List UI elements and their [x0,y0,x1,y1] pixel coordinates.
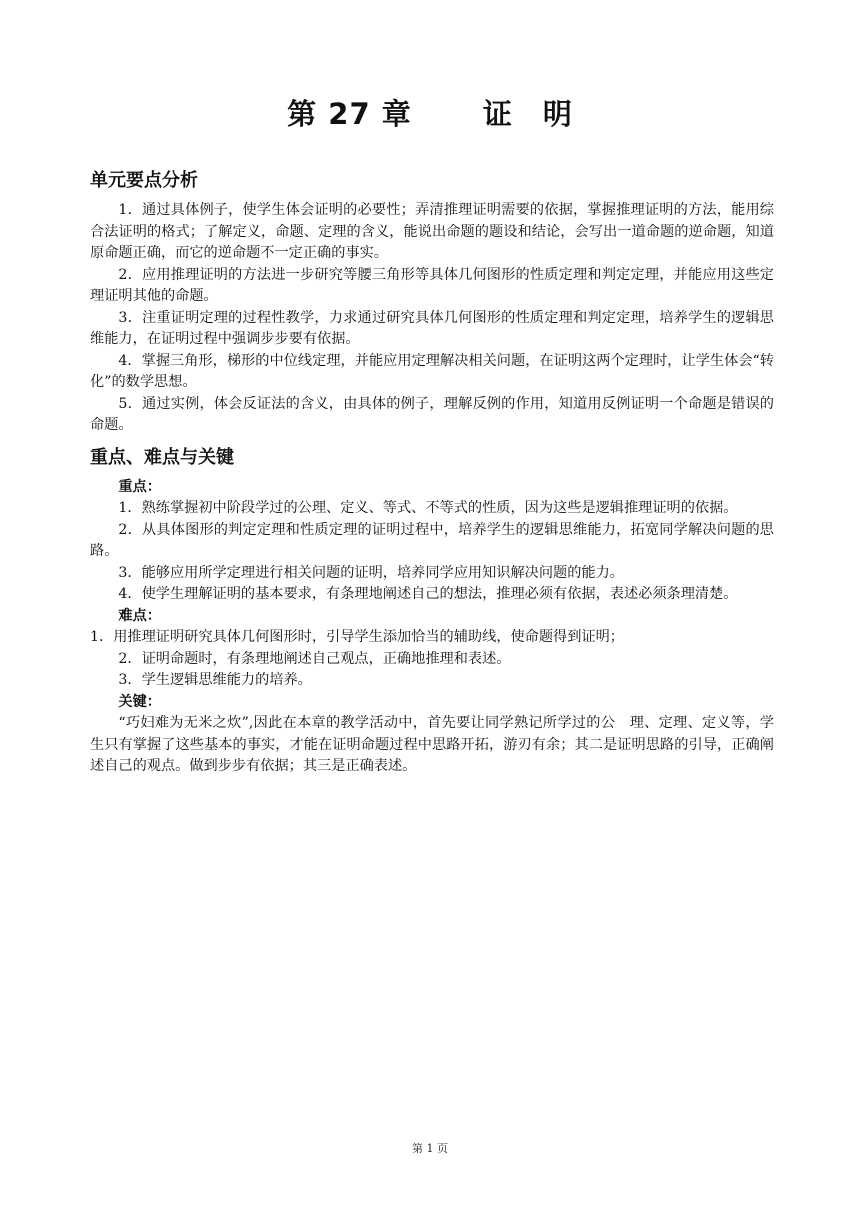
key-point-paragraph: 2．从具体图形的判定定理和性质定理的证明过程中，培养学生的逻辑思维能力，拓宽同学解决问题的思路。 [90,521,774,559]
key-point-paragraph: 3．能够应用所学定理进行相关问题的证明，培养同学应用知识解决问题的能力。 [118,564,624,581]
unit-point-paragraph: 4．掌握三角形，梯形的中位线定理，并能应用定理解决相关问题，在证明这两个定理时，让学生体会“转化”的数学思想。 [90,352,774,390]
key-points-label: 重点： [118,478,161,495]
key-point-paragraph: 1．熟练掌握初中阶段学过的公理、定义、等式、不等式的性质，因为这些是逻辑推理证明的依据。 [118,500,738,516]
key-label: 关键： [118,693,161,710]
difficulties-label: 难点： [118,607,161,624]
chapter-title: 第 27 章 证 明 [287,97,573,131]
unit-point-paragraph: 3．注重证明定理的过程性教学，力求通过研究具体几何图形的性质定理和判定定理，培养学生的逻辑思维能力，在证明过程中强调步步要有依据。 [90,309,774,347]
unit-point-paragraph: 1．通过具体例子，使学生体会证明的必要性；弄清推理证明需要的依据，掌握推理证明的方法，能用综合法证明的格式；了解定义，命题、定理的含义，能说出命题的题设和结论，会写出一道命题的逆命题，知道原命题正确，而它的逆命题不一定正确的事实。 [90,202,774,261]
page-number: 第 1 页 [412,1142,448,1155]
key-point-paragraph: 4．使学生理解证明的基本要求，有条理地阐述自己的想法，推理必须有依据，表述必须条理清楚。 [118,586,738,602]
unit-point-paragraph: 5．通过实例，体会反证法的含义，由具体的例子，理解反例的作用，知道用反例证明一个命题是错误的命题。 [90,395,774,433]
difficulty-paragraph: 1．用推理证明研究具体几何图形时，引导学生添加恰当的辅助线，使命题得到证明； [90,629,624,645]
key-paragraph: “巧妇难为无米之炊”,因此在本章的教学活动中，首先要让同学熟记所学过的公 理、定理、定义等，学生只有掌握了这些基本的事实，才能在证明命题过程中思路开拓，游刃有余；其二是证明思路的引导，正确阐述自己的观点。做到步步有依据；其三是正确表述。 [90,715,774,774]
difficulty-paragraph: 2．证明命题时，有条理地阐述自己观点，正确地推理和表述。 [118,650,511,667]
section-heading-focus: 重点、难点与关键 [90,446,234,468]
unit-point-paragraph: 2．应用推理证明的方法进一步研究等腰三角形等具体几何图形的性质定理和判定定理，并能应用这些定理证明其他的命题。 [90,266,774,304]
page-body [90,168,774,778]
difficulty-paragraph: 3．学生逻辑思维能力的培养。 [118,672,312,688]
section-heading-unit-points: 单元要点分析 [90,170,198,191]
